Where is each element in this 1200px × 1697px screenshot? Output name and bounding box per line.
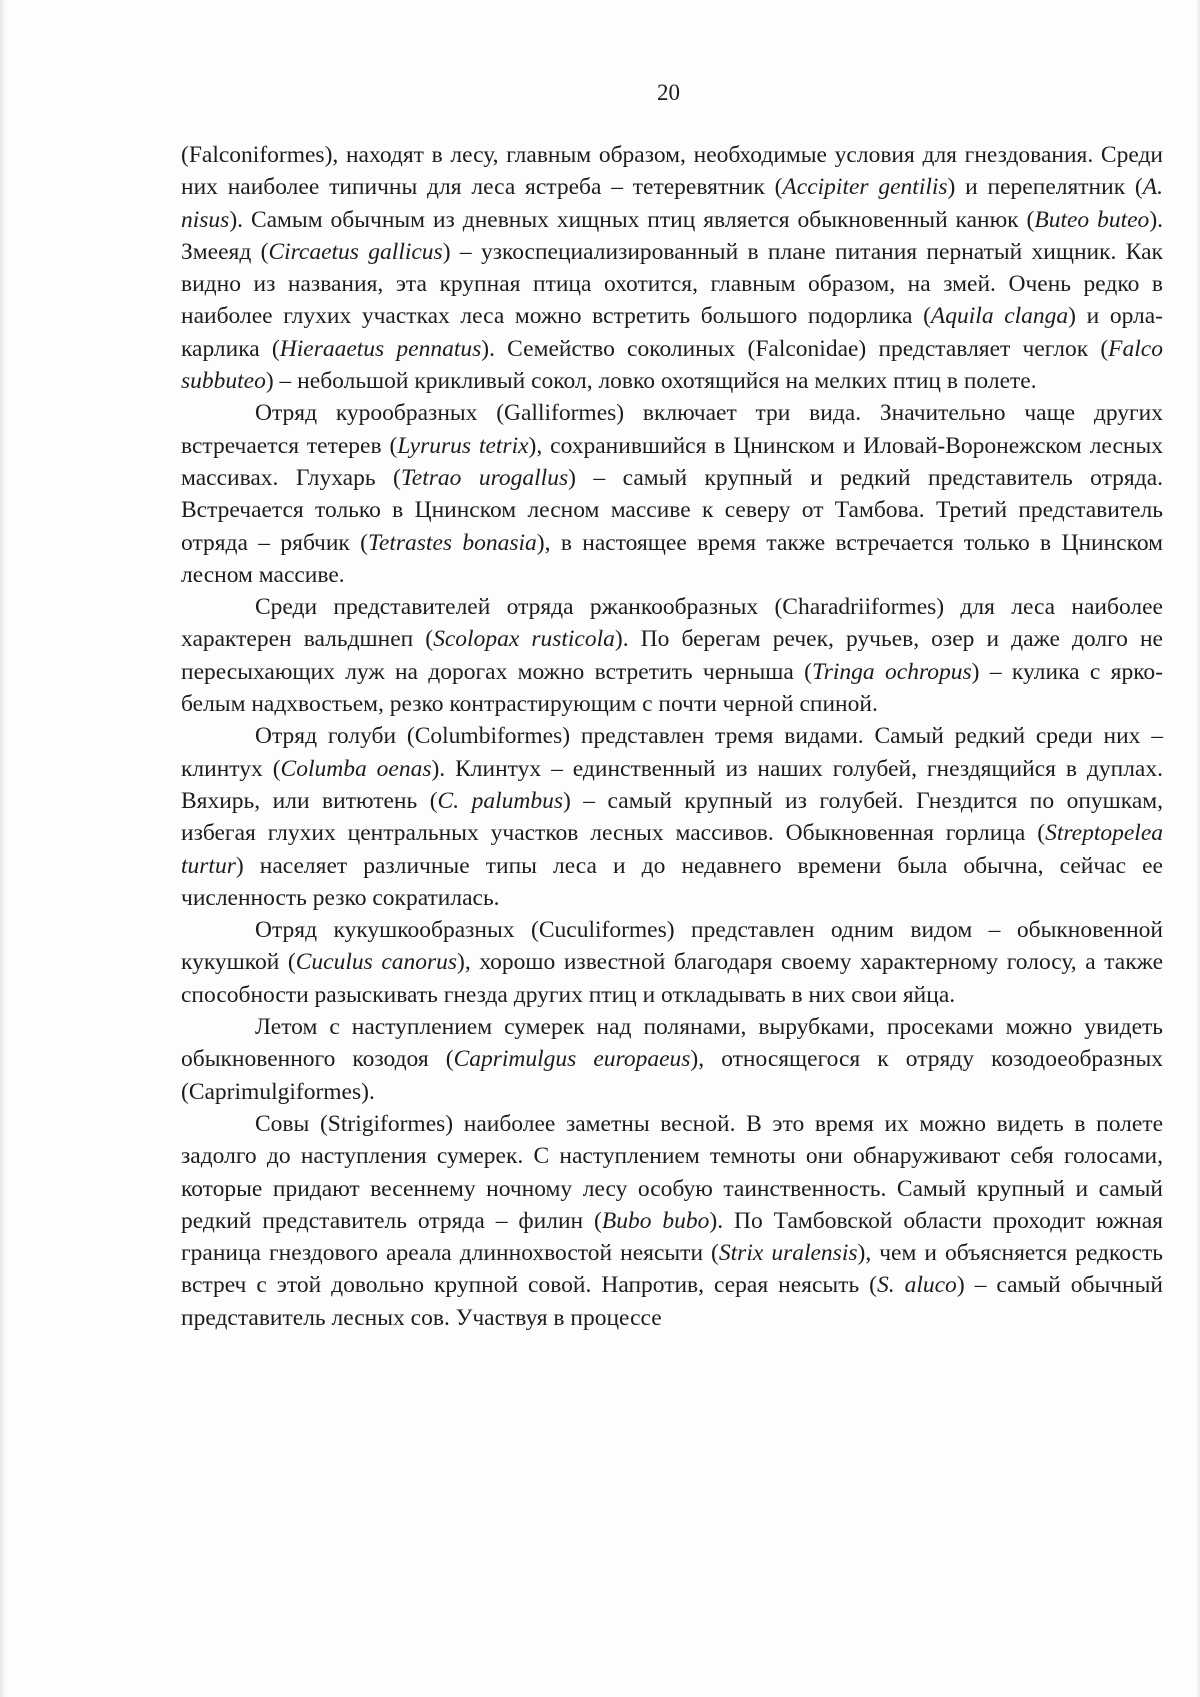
paragraph — [181, 139, 1163, 397]
latin-species-name: Tetrao urogallus — [400, 464, 569, 491]
text-run: ). Семейство соколиных (Falconidae) представляет чеглок ( — [481, 335, 1109, 362]
text-run: ), сохранившийся в Цнинском и Иловай-Воронежском лесных массивах. Глухарь ( — [181, 432, 1163, 491]
paragraph — [181, 1011, 1163, 1108]
text-run: ), чем и объясняется редкость встреч с этой довольно крупной совой. Напротив, серая неясыть ( — [181, 1240, 1163, 1299]
text-run: (Falconiformes), находят в лесу, главным образом, необходимые условия для гнездования. Среди них наиболее типичны для леса ястреба – тетеревятник ( — [181, 142, 1163, 201]
scan-shadow-left — [0, 0, 6, 1697]
text-run: ). По берегам речек, ручьев, озер и даже долго не пересыхающих луж на дорогах можно встретить черныша ( — [181, 626, 1163, 685]
latin-species-name: S. aluco — [876, 1272, 957, 1299]
page-number: 20 — [657, 80, 680, 105]
latin-species-name: Accipiter gentilis — [782, 174, 948, 201]
text-run: ) – самый обычный представитель лесных сов. Участвуя в процессе — [181, 1272, 1163, 1331]
text-run: ). Змееяд ( — [181, 206, 1164, 265]
paragraph — [181, 720, 1163, 914]
text-run: ). Самым обычным из дневных хищных птиц является обыкновенный канюк ( — [229, 206, 1035, 233]
text-run: ). Клинтух – единственный из наших голубей, гнездящийся в дуплах. Вяхирь, или витютень ( — [181, 755, 1163, 814]
paragraph — [181, 397, 1163, 591]
text-run: ) – узкоспециализированный в плане питания пернатый хищник. Как видно из названия, эта крупная птица охотится, главным образом, на змей. Очень редко в наиболее глухих участках леса можно встретить большого подорлика ( — [181, 238, 1163, 330]
text-run: ) населяет различные типы леса и до недавнего времени была обычна, сейчас ее численность резко сократилась. — [181, 852, 1163, 911]
latin-species-name: Bubo bubo — [601, 1207, 710, 1234]
text-run: ) – самый крупный и редкий представитель отряда. Встречается только в Цнинском лесном массиве к северу от Тамбова. Третий представитель отряда – рябчик ( — [181, 464, 1163, 556]
latin-species-name: Hieraaetus pennatus — [279, 335, 482, 362]
text-run: Отряд кукушкообразных (Cuculiformes) представлен одним видом – обыкновенной кукушкой ( — [181, 917, 1163, 976]
latin-species-name: Scolopax rusticola — [433, 626, 615, 653]
paragraph — [181, 914, 1163, 1011]
text-run: ), хорошо известной благодаря своему характерному голосу, а также способности разыскивать гнезда других птиц и откладывать в них свои яйца. — [181, 949, 1164, 1008]
text-run: Совы (Strigiformes) наиболее заметны весной. В это время их можно видеть в полете задолго до наступления сумерек. С наступлением темноты они обнаруживают себя голосами, которые придают весеннему ночному лесу особую таинственность. Самый крупный и самый редкий представитель отряда – филин ( — [181, 1110, 1163, 1234]
latin-species-name: Circaetus gallicus — [268, 238, 443, 265]
text-run: Летом с наступлением сумерек над полянами, вырубками, просеками можно увидеть обыкновенного козодоя ( — [181, 1014, 1163, 1073]
text-run: ), в настоящее время также встречается только в Цнинском лесном массиве. — [181, 529, 1164, 588]
text-run: ) и перепелятник ( — [947, 174, 1143, 201]
latin-species-name: Strix uralensis — [718, 1240, 858, 1267]
latin-species-name: C. palumbus — [437, 787, 563, 814]
latin-species-name: Columba oenas — [280, 755, 432, 782]
latin-species-name: A. nisus — [181, 174, 1163, 233]
latin-species-name: Lyrurus tetrix — [397, 432, 529, 459]
text-run: ) – самый крупный из голубей. Гнездится по опушкам, избегая глухих центральных участков лесных массивов. Обыкновенная горлица ( — [181, 787, 1163, 847]
latin-species-name: Tringa ochropus — [811, 658, 972, 685]
text-run: ) – небольшой крикливый сокол, ловко охотящийся на мелких птиц в полете. — [265, 368, 1037, 395]
text-run: Отряд курообразных (Galliformes) включает три вида. Значительно чаще других встречается тетерев ( — [181, 400, 1163, 459]
latin-species-name: Aquila clanga — [930, 303, 1069, 330]
text-run: Отряд голуби (Columbiformes) представлен тремя видами. Самый редкий среди них – клинтух ( — [181, 723, 1163, 782]
scan-shadow-right — [1196, 0, 1200, 1697]
latin-species-name: Streptopelea turtur — [181, 820, 1163, 879]
latin-species-name: Buteo buteo — [1034, 206, 1150, 233]
body-text — [181, 139, 1163, 1334]
latin-species-name: Falco subbuteo — [181, 335, 1163, 395]
latin-species-name: Caprimulgus europaeus — [453, 1046, 691, 1073]
paragraph — [181, 1108, 1163, 1334]
latin-species-name: Tetrastes bonasia — [368, 529, 537, 556]
text-run: ) и орла-карлика ( — [181, 303, 1164, 362]
text-run: ) – кулика с ярко-белым надхвостьем, резко контрастирующим с почти черной спиной. — [181, 658, 1163, 718]
text-run: ), относящегося к отряду козодоеобразных (Caprimulgiformes). — [181, 1046, 1164, 1105]
text-run: ). По Тамбовской области проходит южная граница гнездового ареала длиннохвостой неясыти ( — [181, 1207, 1163, 1267]
text-run: Среди представителей отряда ржанкообразных (Charadriiformes) для леса наиболее характерен вальдшнеп ( — [181, 594, 1163, 653]
latin-species-name: Cuculus canorus — [295, 949, 458, 976]
paragraph — [181, 591, 1163, 720]
